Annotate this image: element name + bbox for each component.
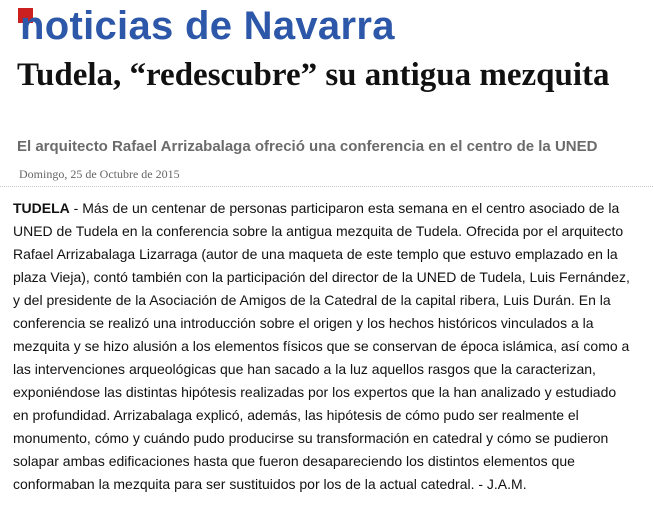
article-date: Domingo, 25 de Octubre de 2015 — [19, 167, 180, 181]
article-body — [13, 197, 635, 496]
article-body-text: - Más de un centenar de personas participaron esta semana en el centro asociado de la UNED de Tudela en la conferencia sobre la antigua mezquita de Tudela. Ofrecida por el arquitecto Rafael Arrizabalaga Lizarraga (autor de una maqueta de este templo que estuvo emplazado en la plaza Vieja), contó también con la participación del director de la UNED de Tudela, Luis Fernández, y del presidente de la Asociación de Amigos de la Catedral de la capital ribera, Luis Durán. En la conferencia se realizó una introducción sobre el origen y los hechos históricos vinculados a la mezquita y se hizo alusión a los elementos físicos que se conservan de época islámica, así como a las intervenciones arqueológicas que han sacado a la luz aquellos rasgos que la caracterizan, exponiéndose las distintas hipótesis realizadas por los expertos que la han analizado y estudiado en profundidad. Arrizabalaga explicó, además, las hipótesis de cómo pudo ser realmente el monumento, cómo y cuándo pudo producirse su transformación en catedral y cómo se pudieron solapar ambas edificaciones hasta que fueron desapareciendo los distintos elementos que conformaban la mezquita para ser sustituidos por los de la actual catedral. - J.A.M. — [13, 200, 630, 492]
separator-rule — [0, 186, 653, 187]
dateline-place: TUDELA — [13, 200, 70, 216]
article-headline: Tudela, “redescubre” su antigua mezquita — [17, 57, 610, 93]
masthead-logo[interactable]: noticias de Navarra — [20, 4, 395, 48]
article-subtitle: El arquitecto Rafael Arrizabalaga ofreció una conferencia en el centro de la UNED — [17, 138, 598, 155]
